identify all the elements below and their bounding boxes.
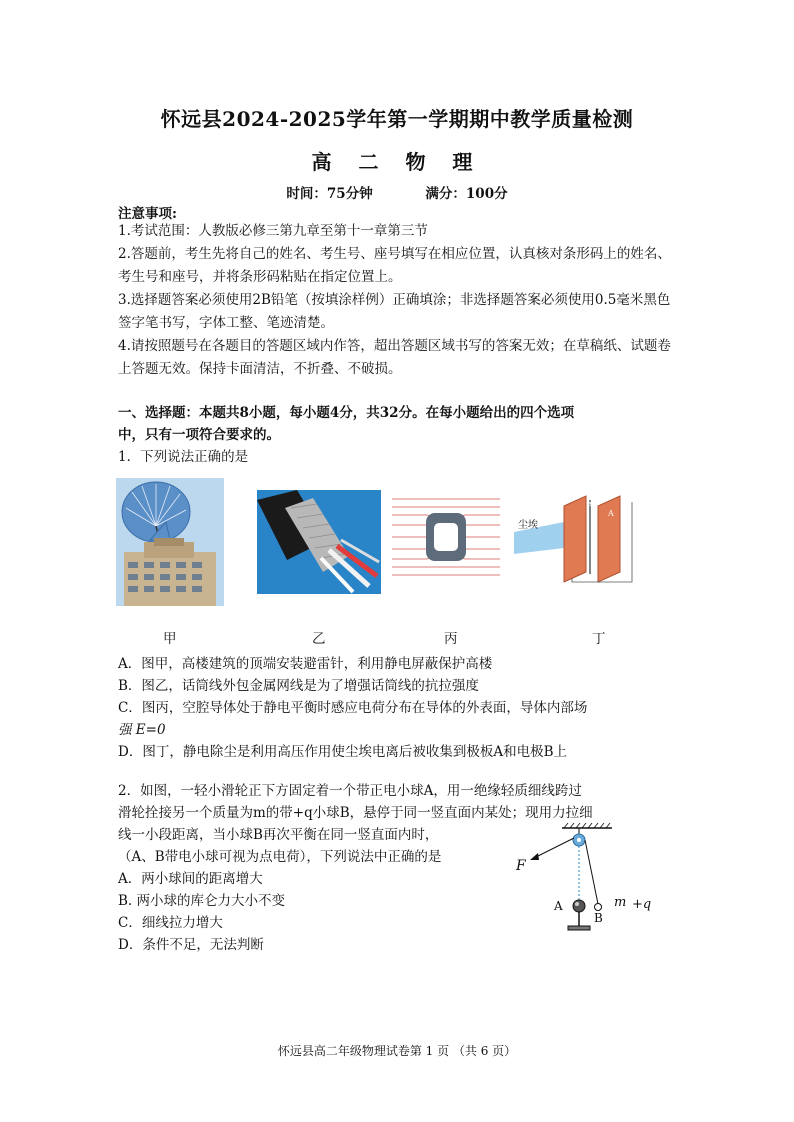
figure-jia	[116, 478, 224, 606]
q2-option-c: C．细线拉力增大	[118, 915, 223, 931]
section-heading-line1: 一、选择题：本题共8小题，每小题4分，共32分。在每小题给出的四个选项	[118, 405, 575, 421]
q2-option-a: A．两小球间的距离增大	[118, 871, 263, 887]
figure-yi	[257, 490, 381, 594]
note-item-4: 4.请按照题号在各题目的答题区域内作答，超出答题区域书写的答案无效；在草稿纸、试题卷上答题无效。保持卡面清洁，不折叠、不破损。	[118, 338, 671, 377]
dust-label: 尘埃	[518, 520, 538, 531]
force-label: F	[516, 858, 526, 874]
figure-bing	[392, 493, 500, 581]
exam-info	[0, 182, 794, 202]
q2-stem-line4: （A、B带电小球可视为点电荷），下列说法中正确的是	[118, 849, 442, 865]
q1-option-b: B．图乙，话筒线外包金属网线是为了增强话筒线的抗拉强度	[118, 678, 479, 694]
notes-heading: 注意事项:	[118, 206, 177, 222]
subject-title: 高 二 物 理	[311, 150, 483, 174]
exam-title: 怀远县2024-2025学年第一学期期中教学质量检测	[160, 107, 634, 131]
note-item-3: 3.选择题答案必须使用2B铅笔（按填涂样例）正确填涂；非选择题答案必须使用0.5毫米黑色签字笔书写，字体工整、笔迹清楚。	[118, 292, 671, 331]
caption-bing: 丙	[444, 631, 458, 647]
exam-score: 满分：100分	[425, 186, 508, 202]
mass-label: m	[614, 895, 627, 910]
ball-a-label: A	[554, 899, 563, 913]
plate-a-label-2: A	[608, 509, 614, 518]
section-heading-line2: 中，只有一项符合要求的。	[118, 427, 280, 443]
note-item-1: 1.考试范围：人教版必修三第九章至第十一章第三节	[118, 223, 428, 239]
caption-ding: 丁	[592, 631, 606, 647]
q2-option-b: B. 两小球的库仑力大小不变	[118, 893, 286, 909]
caption-jia: 甲	[163, 631, 177, 647]
q1-stem: 1．下列说法正确的是	[118, 449, 249, 465]
caption-yi: 乙	[312, 631, 326, 647]
plate-a-label: A	[587, 501, 593, 510]
charge-label: +q	[632, 897, 652, 912]
figure-ding	[512, 492, 640, 584]
note-item-2: 2.答题前，考生先将自己的姓名、考生号、座号填写在相应位置，认真核对条形码上的姓名、考生号和座号，并将条形码粘贴在指定位置上。	[118, 246, 671, 285]
q2-option-d: D．条件不足，无法判断	[118, 937, 264, 953]
q1-option-c-line2: 强 E=0	[118, 722, 166, 738]
exam-time: 时间：75分钟	[286, 186, 373, 202]
q2-figure	[508, 822, 678, 942]
q2-stem-line3: 线一小段距离，当小球B再次平衡在同一竖直面内时，	[118, 827, 439, 843]
q1-option-d: D．图丁，静电除尘是利用高压作用使尘埃电离后被收集到极板A和电极B上	[118, 744, 567, 760]
q1-option-a: A．图甲，高楼建筑的顶端安装避雷针，利用静电屏蔽保护高楼	[118, 656, 493, 672]
q1-option-c-line1: C．图丙，空腔导体处于静电平衡时感应电荷分布在导体的外表面，导体内部场	[118, 700, 588, 716]
page-footer: 怀远县高二年级物理试卷第 1 页 （共 6 页）	[277, 1044, 517, 1058]
ball-b-label: B	[594, 911, 603, 925]
q2-stem-line2: 滑轮拴接另一个质量为m的带+q小球B，悬停于同一竖直面内某处；现用力拉细	[118, 805, 593, 821]
q2-stem-line1: 2．如图，一轻小滑轮正下方固定着一个带正电小球A，用一绝缘轻质细线跨过	[118, 783, 582, 799]
